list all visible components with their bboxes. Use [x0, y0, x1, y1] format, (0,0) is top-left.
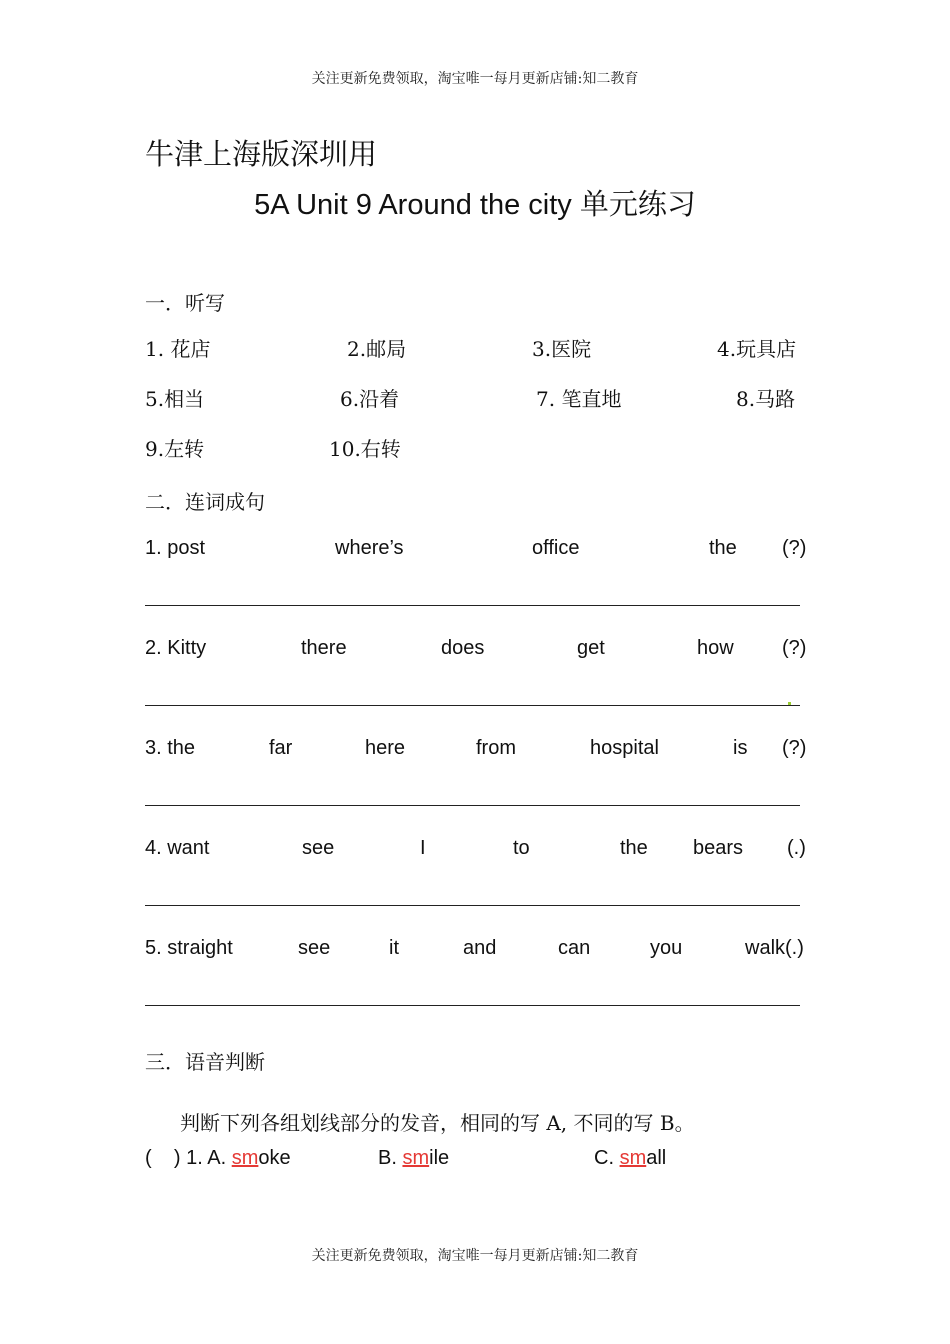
word: bears — [693, 837, 744, 859]
word: see — [298, 937, 331, 959]
answer-line-2[interactable] — [145, 705, 800, 706]
word: where’s — [335, 537, 404, 559]
word: does — [441, 637, 485, 659]
word: and — [463, 937, 497, 959]
word: to — [513, 837, 530, 859]
dictation-item: 8.马路 — [736, 387, 796, 411]
dictation-item: 6.沿着 — [340, 387, 400, 411]
section1-heading: 一．听写 — [145, 291, 225, 315]
word: can — [558, 937, 591, 959]
title-line-2: 5A Unit 9 Around the city 单元练习 — [254, 189, 696, 221]
word: how — [697, 637, 734, 659]
word: (?) — [782, 637, 807, 659]
sentence-question-3 — [0, 733, 950, 763]
word: 3. the — [145, 737, 196, 759]
option-rest: oke — [258, 1147, 291, 1169]
word: (?) — [782, 737, 807, 759]
dictation-item: 7. 笔直地 — [536, 387, 622, 411]
word: from — [476, 737, 516, 759]
word: there — [301, 637, 347, 659]
word: I — [420, 837, 426, 859]
page-header: 关注更新免费领取，淘宝唯一每月更新店铺:知二教育 — [311, 71, 639, 87]
sentence-question-4 — [0, 833, 950, 863]
dictation-item: 1. 花店 — [145, 337, 211, 361]
word: here — [365, 737, 406, 759]
option-label: C. — [594, 1147, 620, 1169]
word: 1. post — [145, 537, 206, 559]
dictation-row-3 — [0, 434, 950, 464]
word: the — [620, 837, 648, 859]
answer-line-3[interactable] — [145, 805, 800, 806]
dictation-item: 3.医院 — [532, 337, 592, 361]
word: (?) — [782, 537, 807, 559]
stray-mark — [788, 702, 791, 705]
section3-heading: 三．语音判断 — [145, 1050, 265, 1074]
answer-line-1[interactable] — [145, 605, 800, 606]
dictation-item: 2.邮局 — [347, 337, 407, 361]
dictation-item: 9.左转 — [145, 437, 205, 461]
dictation-row-1 — [0, 334, 950, 364]
option-rest: ile — [429, 1147, 450, 1169]
word: hospital — [590, 737, 659, 759]
word: 4. want — [145, 837, 210, 859]
word: far — [269, 737, 293, 759]
option-label: B. — [378, 1147, 403, 1169]
section2-heading: 二．连词成句 — [145, 490, 265, 514]
word: you — [650, 937, 683, 959]
word: is — [733, 737, 748, 759]
word: see — [302, 837, 335, 859]
section3-instruction: 判断下列各组划线部分的发音，相同的写 A, 不同的写 B。 — [180, 1111, 695, 1135]
sentence-question-2 — [0, 633, 950, 663]
underlined-letters: sm — [231, 1147, 259, 1169]
word: the — [709, 537, 737, 559]
underlined-letters: sm — [619, 1147, 647, 1169]
word: 5. straight — [145, 937, 233, 959]
sentence-question-5 — [0, 933, 950, 963]
option-rest: all — [646, 1147, 667, 1169]
sentence-question-1 — [0, 533, 950, 563]
word: 2. Kitty — [145, 637, 207, 659]
dictation-item: 4.玩具店 — [717, 337, 797, 361]
word: walk(.) — [745, 937, 804, 959]
word: office — [532, 537, 580, 559]
option-b — [378, 1143, 449, 1173]
answer-line-4[interactable] — [145, 905, 800, 906]
option-a — [145, 1143, 291, 1173]
dictation-item: 5.相当 — [145, 387, 205, 411]
question-prefix: ( ) 1. A. — [145, 1147, 232, 1169]
option-c — [594, 1143, 666, 1173]
word: get — [577, 637, 605, 659]
phonics-question-1 — [0, 1143, 950, 1173]
dictation-item: 10.右转 — [329, 437, 401, 461]
underlined-letters: sm — [402, 1147, 430, 1169]
word: it — [389, 937, 399, 959]
title-line-1: 牛津上海版深圳用 — [145, 137, 378, 171]
word: (.) — [787, 837, 806, 859]
answer-line-5[interactable] — [145, 1005, 800, 1006]
page-footer: 关注更新免费领取，淘宝唯一每月更新店铺:知二教育 — [311, 1248, 639, 1264]
dictation-row-2 — [0, 384, 950, 414]
